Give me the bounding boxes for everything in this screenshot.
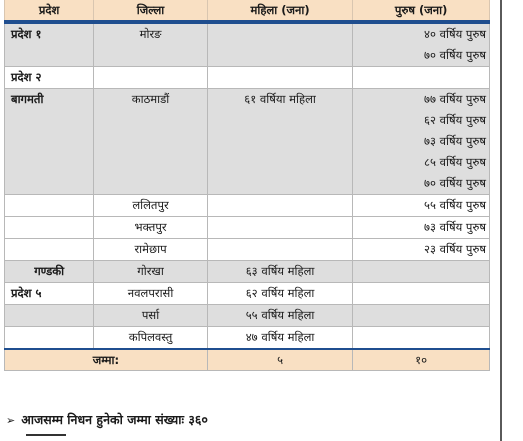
male-cell — [353, 283, 490, 305]
district-name: कपिलवस्तु — [128, 330, 173, 344]
province-cell — [5, 261, 94, 283]
deaths-table — [4, 0, 490, 371]
province-cell — [5, 239, 94, 261]
header-female: महिला (जना) — [207, 0, 353, 22]
province-cell — [5, 195, 94, 217]
male-cell — [353, 327, 490, 350]
male-entry: २३ वर्षिय पुरुष — [423, 242, 486, 256]
district-name: ललितपुर — [132, 198, 169, 212]
male-entry: ७० वर्षिय पुरुष — [423, 48, 486, 62]
province-cell — [5, 89, 94, 195]
province-name — [11, 195, 89, 216]
total-male: १० — [353, 349, 490, 371]
table-row — [5, 217, 490, 239]
province-cell — [5, 67, 94, 89]
female-entry: ६३ वर्षिय महिला — [245, 264, 315, 278]
province-name: बागमती — [11, 92, 44, 106]
province-name: प्रदेश १ — [11, 27, 42, 41]
province-cell — [5, 22, 94, 67]
page-edge-divider — [500, 0, 502, 441]
district-cell — [94, 89, 208, 195]
total-label: जम्मा: — [5, 349, 208, 371]
male-entry: ४० वर्षिय पुरुष — [423, 27, 486, 41]
male-entry: ७३ वर्षिय पुरुष — [423, 220, 486, 234]
district-cell — [94, 195, 208, 217]
header-province: प्रदेश — [5, 0, 94, 22]
summary-text: आजसम्म निधन हुनेको जम्मा संख्याः ३६० — [21, 412, 208, 427]
district-name: पर्सा — [141, 308, 160, 322]
province-name — [11, 217, 89, 238]
district-name: भक्तपुर — [134, 220, 167, 234]
table-row — [5, 239, 490, 261]
table-row — [5, 261, 490, 283]
total-female: ५ — [207, 349, 353, 371]
male-cell — [353, 239, 490, 261]
province-name — [11, 327, 89, 348]
male-cell — [353, 217, 490, 239]
male-entry: ७० वर्षिय पुरुष — [423, 176, 486, 190]
district-cell — [94, 261, 208, 283]
male-entry: ८५ वर्षिय पुरुष — [423, 155, 486, 169]
female-cell — [207, 239, 353, 261]
table-body — [5, 22, 490, 349]
table-row — [5, 283, 490, 305]
male-entry: ५५ वर्षिय पुरुष — [423, 198, 486, 212]
female-cell — [207, 327, 353, 350]
female-cell — [207, 305, 353, 327]
province-name: प्रदेश ५ — [11, 286, 42, 300]
province-cell — [5, 217, 94, 239]
female-entry: ६१ वर्षिया महिला — [244, 92, 316, 106]
table-row — [5, 89, 490, 195]
header-district: जिल्ला — [94, 0, 208, 22]
total-row — [5, 349, 490, 371]
summary-line — [6, 411, 208, 428]
female-cell — [207, 89, 353, 195]
province-cell — [5, 327, 94, 350]
district-cell — [94, 67, 208, 89]
district-name: काठमाडौं — [131, 92, 170, 106]
header-male: पुरुष (जना) — [353, 0, 490, 22]
male-cell — [353, 261, 490, 283]
male-entry: ६२ वर्षिय पुरुष — [423, 113, 486, 127]
district-cell — [94, 22, 208, 67]
male-cell — [353, 67, 490, 89]
district-cell — [94, 283, 208, 305]
district-name: नवलपरासी — [127, 286, 174, 300]
female-cell — [207, 261, 353, 283]
province-name: गण्डकी — [34, 264, 65, 278]
female-cell — [207, 67, 353, 89]
district-cell — [94, 305, 208, 327]
male-cell — [353, 195, 490, 217]
male-cell — [353, 89, 490, 195]
district-cell — [94, 239, 208, 261]
arrow-bullet-icon: ➢ — [6, 414, 16, 427]
male-cell — [353, 22, 490, 67]
province-name: प्रदेश २ — [11, 70, 42, 84]
province-cell — [5, 283, 94, 305]
province-cell — [5, 305, 94, 327]
district-name: रामेछाप — [134, 242, 167, 256]
district-cell — [94, 327, 208, 350]
district-cell — [94, 217, 208, 239]
male-entry: ७७ वर्षिय पुरुष — [423, 92, 486, 106]
province-name — [11, 305, 89, 326]
female-cell — [207, 283, 353, 305]
male-cell — [353, 305, 490, 327]
district-name: गोरखा — [137, 264, 164, 278]
cropped-next-line — [6, 434, 86, 441]
table-row — [5, 305, 490, 327]
table-row — [5, 327, 490, 350]
female-entry: ५५ वर्षिय महिला — [245, 308, 315, 322]
male-entry: ७३ वर्षिय पुरुष — [423, 134, 486, 148]
district-name: मोरङ — [139, 27, 162, 41]
table-row — [5, 67, 490, 89]
female-entry: ४७ वर्षिय महिला — [245, 330, 315, 344]
female-cell — [207, 217, 353, 239]
province-name — [11, 239, 89, 260]
table-row — [5, 195, 490, 217]
table-header-row — [5, 0, 490, 22]
female-cell — [207, 195, 353, 217]
female-entry: ६२ वर्षिय महिला — [245, 286, 315, 300]
district-name — [98, 67, 203, 88]
table-row — [5, 22, 490, 67]
female-cell — [207, 22, 353, 67]
